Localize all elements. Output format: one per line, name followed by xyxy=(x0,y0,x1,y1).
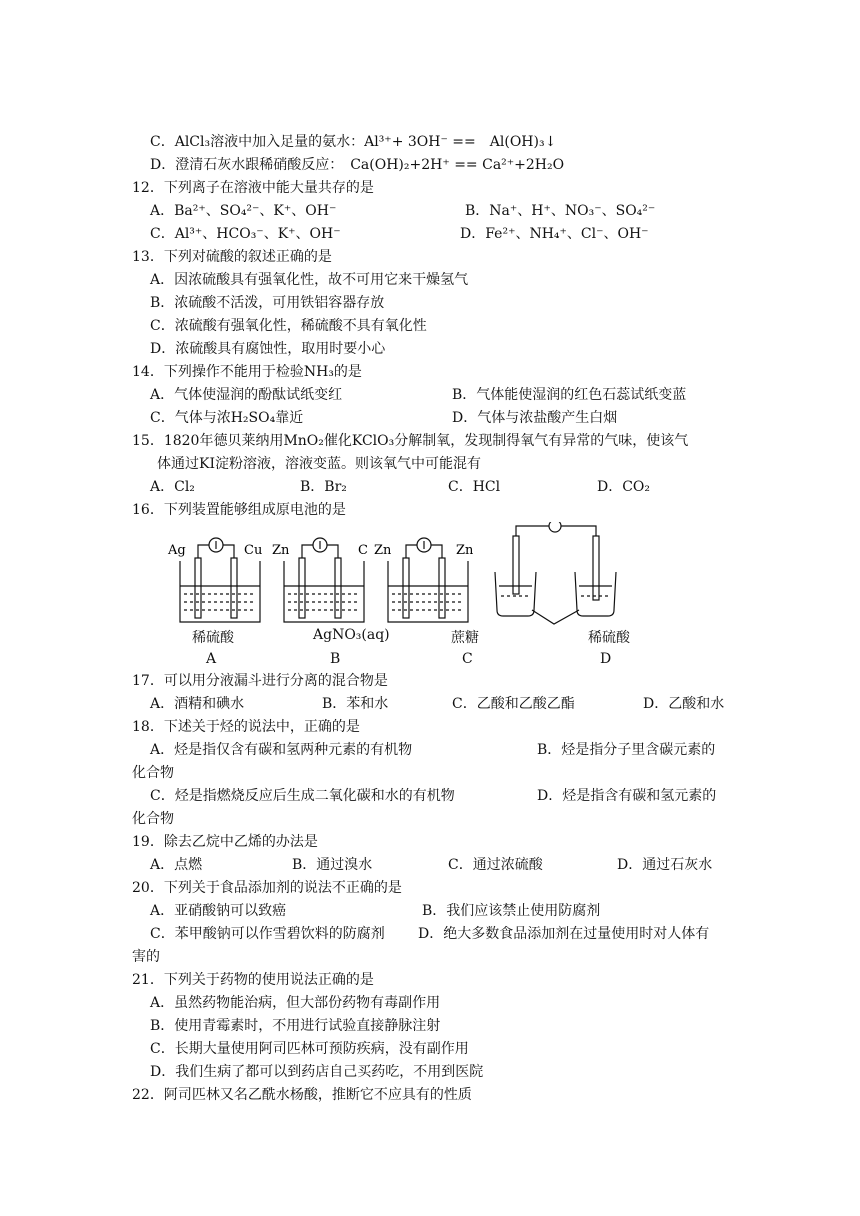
q15-stem-line1: 15．1820年德贝莱纳用MnO₂催化KClO₃分解制氧，发现制得氧气有异常的气味，使该气 xyxy=(132,433,689,449)
q20-stem: 20．下列关于食品添加剂的说法不正确的是 xyxy=(132,880,402,896)
q19-option-c: C．通过浓硫酸 xyxy=(448,857,543,873)
q14-option-a: A．气体使湿润的酚酞试纸变红 xyxy=(150,387,343,403)
q15-option-d: D．CO₂ xyxy=(597,479,651,495)
q21-option-d: D．我们生病了都可以到药店自己买药吃，不用到医院 xyxy=(150,1064,484,1080)
q16-letter-d: D xyxy=(600,651,612,667)
q16-stem: 16．下列装置能够组成原电池的是 xyxy=(132,502,346,518)
electrode-a-left: Ag xyxy=(168,543,186,558)
q19-option-d: D．通过石灰水 xyxy=(617,857,713,873)
q16-letter-b: B xyxy=(330,651,341,667)
electrode-b-right: C xyxy=(358,543,368,558)
q15-option-a: A．Cl₂ xyxy=(150,479,195,495)
q14-option-d: D．气体与浓盐酸产生白烟 xyxy=(452,410,618,426)
q16-letter-a: A xyxy=(206,651,217,667)
q11-option-d: D．澄清石灰水跟稀硝酸反应： Ca(OH)₂+2H⁺ == Ca²⁺+2H₂O xyxy=(150,157,565,173)
electrode-c-right: Zn xyxy=(456,543,474,558)
electrode-b-left: Zn xyxy=(272,543,290,558)
q15-stem-line2: 体通过KI淀粉溶液，溶液变蓝。则该氧气中可能混有 xyxy=(157,456,481,472)
q13-option-d: D．浓硫酸具有腐蚀性，取用时要小心 xyxy=(150,341,386,357)
q20-option-d: D．绝大多数食品添加剂在过量使用时对人体有 xyxy=(418,926,710,942)
electrode-a-right: Cu xyxy=(244,543,263,558)
q18-option-a: A．烃是指仅含有碳和氢两种元素的有机物 xyxy=(150,742,413,758)
q12-option-b: B．Na⁺、H⁺、NO₃⁻、SO₄²⁻ xyxy=(465,203,656,219)
q21-stem: 21．下列关于药物的使用说法正确的是 xyxy=(132,972,374,988)
q13-option-b: B．浓硫酸不活泼，可用铁铝容器存放 xyxy=(150,295,385,311)
q12-stem: 12．下列离子在溶液中能大量共存的是 xyxy=(132,180,374,196)
q17-option-a: A．酒精和碘水 xyxy=(150,696,245,712)
q12-option-d: D．Fe²⁺、NH₄⁺、Cl⁻、OH⁻ xyxy=(460,226,649,242)
electrode-c-left: Zn xyxy=(374,543,392,558)
q16-solution-b: AgNO₃(aq) xyxy=(313,627,390,643)
apparatus-b xyxy=(284,538,364,622)
apparatus-d xyxy=(495,522,616,624)
q16-letter-c: C xyxy=(462,651,473,667)
q18-option-b: B．烃是指分子里含碳元素的 xyxy=(537,742,716,758)
q12-option-a: A．Ba²⁺、SO₄²⁻、K⁺、OH⁻ xyxy=(150,203,337,219)
q19-option-a: A．点燃 xyxy=(150,857,203,873)
q16-solution-a: 稀硫酸 xyxy=(192,630,234,646)
q21-option-a: A．虽然药物能治病，但大部份药物有毒副作用 xyxy=(150,995,441,1011)
q11-option-c: C．AlCl₃溶液中加入足量的氨水：Al³⁺+ 3OH⁻ == Al(OH)₃↓ xyxy=(150,134,557,150)
q18-option-d: D．烃是指含有碳和氢元素的 xyxy=(537,788,717,804)
q14-option-c: C．气体与浓H₂SO₄靠近 xyxy=(150,410,304,426)
q17-option-b: B．苯和水 xyxy=(322,696,389,712)
q17-option-c: C．乙酸和乙酸乙酯 xyxy=(452,696,575,712)
q17-stem: 17．可以用分液漏斗进行分离的混合物是 xyxy=(132,673,388,689)
q20-option-c: C．苯甲酸钠可以作雪碧饮料的防腐剂 xyxy=(150,926,385,942)
q20-option-b: B．我们应该禁止使用防腐剂 xyxy=(422,903,601,919)
q22-stem: 22．阿司匹林又名乙酰水杨酸，推断它不应具有的性质 xyxy=(132,1087,472,1103)
q13-stem: 13．下列对硫酸的叙述正确的是 xyxy=(132,249,332,265)
q14-option-b: B．气体能使湿润的红色石蕊试纸变蓝 xyxy=(452,387,687,403)
q15-option-b: B．Br₂ xyxy=(300,479,347,495)
q15-option-c: C．HCl xyxy=(448,479,501,495)
q19-option-b: B．通过溴水 xyxy=(292,857,373,873)
q18-option-b-cont: 化合物 xyxy=(132,765,174,781)
q21-option-c: C．长期大量使用阿司匹林可预防疾病，没有副作用 xyxy=(150,1041,469,1057)
q16-solution-c: 蔗糖 xyxy=(451,630,479,646)
q18-option-d-cont: 化合物 xyxy=(132,811,174,827)
q13-option-a: A．因浓硫酸具有强氧化性，故不可用它来干燥氢气 xyxy=(150,272,469,288)
q20-option-d-cont: 害的 xyxy=(132,949,160,965)
q18-option-c: C．烃是指燃烧反应后生成二氧化碳和水的有机物 xyxy=(150,788,455,804)
q17-option-d: D．乙酸和水 xyxy=(643,696,725,712)
q14-stem: 14．下列操作不能用于检验NH₃的是 xyxy=(132,364,362,380)
q16-solution-d: 稀硫酸 xyxy=(588,630,630,646)
q20-option-a: A．亚硝酸钠可以致癌 xyxy=(150,903,287,919)
q19-stem: 19．除去乙烷中乙烯的办法是 xyxy=(132,834,318,850)
q13-option-c: C．浓硫酸有强氧化性，稀硫酸不具有氧化性 xyxy=(150,318,427,334)
q12-option-c: C．Al³⁺、HCO₃⁻、K⁺、OH⁻ xyxy=(150,226,341,242)
q18-stem: 18．下述关于烃的说法中，正确的是 xyxy=(132,719,360,735)
q21-option-b: B．使用青霉素时，不用进行试验直接静脉注射 xyxy=(150,1018,441,1034)
